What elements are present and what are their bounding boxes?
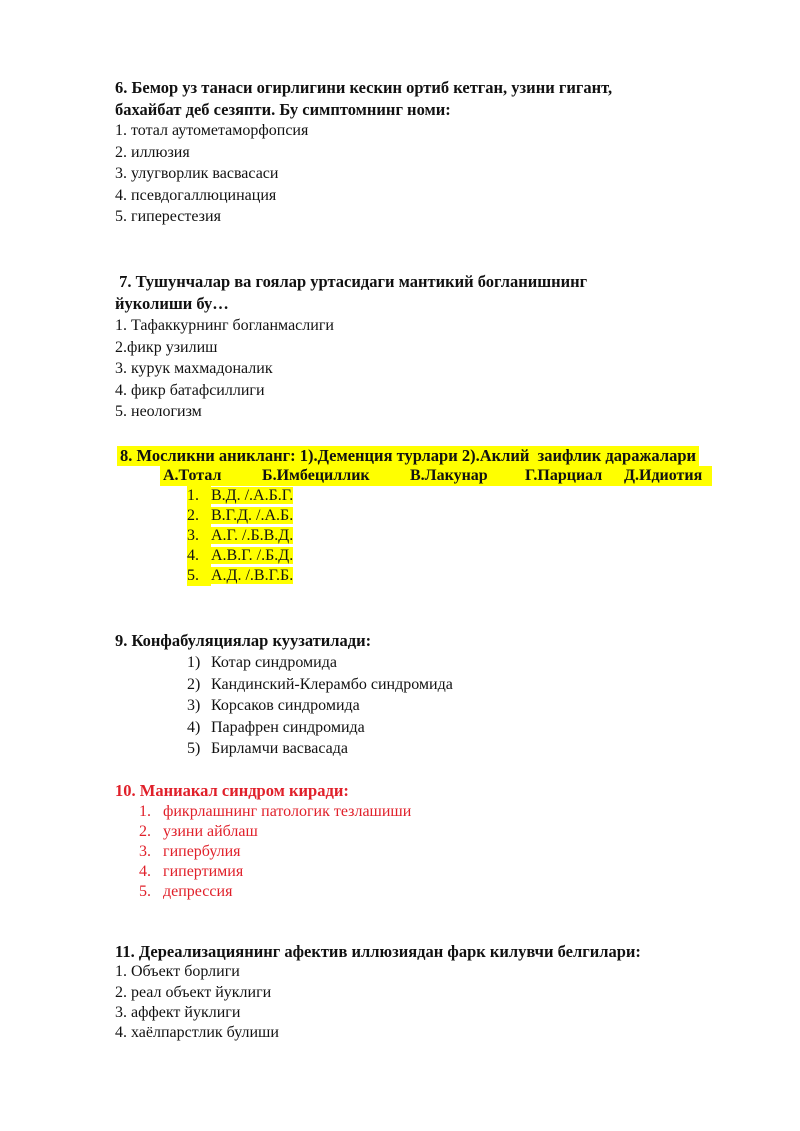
question-6-title-line-1: 6. Бемор уз танаси огирлигини кескин ортиб кетган, узини гигант, <box>115 78 613 97</box>
option-number: 5. <box>139 883 151 900</box>
question-11-option-2: 2. реал объект йуклиги <box>115 984 272 1001</box>
question-11-option-3: 3. аффект йуклиги <box>115 1004 241 1021</box>
question-6-option-1: 1. тотал аутометаморфопсия <box>115 122 309 139</box>
question-9-option-5 <box>187 739 348 759</box>
question-8-column-v: В.Лакунар <box>410 467 488 484</box>
question-8-title: 8. Мосликни аникланг: 1).Деменция турлари 2).Аклий заифлик даражалари <box>117 446 699 466</box>
question-7-option-3: 3. курук махмадоналик <box>115 360 273 377</box>
question-8-column-d: Д.Идиотия <box>624 467 703 484</box>
option-number: 4) <box>187 719 201 736</box>
question-6-option-4: 4. псевдогаллюцинация <box>115 187 277 204</box>
question-8-option-3 <box>187 526 293 546</box>
option-text: А.В.Г. /.Б.Д. <box>211 547 294 564</box>
option-text: В.Д. /.А.Б.Г. <box>211 487 294 504</box>
option-number: 4. <box>139 863 151 880</box>
question-7-option-4: 4. фикр батафсиллиги <box>115 382 265 399</box>
option-text: Кандинский-Клерамбо синдромида <box>211 676 453 693</box>
question-11-option-1: 1. Объект борлиги <box>115 963 240 980</box>
question-9-option-4 <box>187 718 365 738</box>
question-6-title-line-2: бахайбат деб сезяпти. Бу симптомнинг номи: <box>115 100 451 119</box>
option-number: 1. <box>187 486 211 506</box>
question-11-title: 11. Дереализациянинг афектив иллюзиядан фарк килувчи белгилари: <box>115 942 641 961</box>
question-6-option-3: 3. улугворлик васвасаси <box>115 165 279 182</box>
option-text: гипертимия <box>163 863 244 880</box>
option-text: Парафрен синдромида <box>211 719 365 736</box>
question-7-option-5: 5. неологизм <box>115 403 202 420</box>
question-9-option-2 <box>187 675 453 695</box>
option-text: Бирламчи васвасада <box>211 740 348 757</box>
option-text: депрессия <box>163 883 233 900</box>
option-number: 5. <box>187 566 211 586</box>
option-number: 2. <box>187 506 211 526</box>
question-7-option-1: 1. Тафаккурнинг богланмаслиги <box>115 317 334 334</box>
option-text: Корсаков синдромида <box>211 697 360 714</box>
option-text: гипербулия <box>163 843 241 860</box>
option-text: А.Г. /.Б.В.Д. <box>211 527 294 544</box>
option-number: 1. <box>139 803 151 820</box>
question-9-option-3 <box>187 696 360 716</box>
option-number: 5) <box>187 740 201 757</box>
option-number: 3. <box>187 526 211 546</box>
question-8-option-5 <box>187 566 293 586</box>
option-number: 2. <box>139 823 151 840</box>
option-text: узини айблаш <box>163 823 258 840</box>
question-10-title: 10. Маниакал синдром киради: <box>115 781 349 800</box>
question-10-option-1 <box>139 802 411 822</box>
question-8-option-2 <box>187 506 293 526</box>
question-7-title-line-1: 7. Тушунчалар ва гоялар уртасидаги мантикий богланишнинг <box>115 272 588 291</box>
question-10-option-4 <box>139 862 243 882</box>
question-10-option-5 <box>139 882 232 902</box>
question-8-option-4 <box>187 546 293 566</box>
question-9-title: 9. Конфабуляциялар куузатилади: <box>115 631 372 650</box>
question-7-title-line-2: йуколиши бу… <box>115 294 229 313</box>
option-number: 3. <box>139 843 151 860</box>
option-text: Котар синдромида <box>211 654 337 671</box>
question-10-option-2 <box>139 822 258 842</box>
option-text: В.Г.Д. /.А.Б. <box>211 507 294 524</box>
question-8-column-b: Б.Имбециллик <box>262 467 370 484</box>
question-10-option-3 <box>139 842 241 862</box>
option-text: фикрлашнинг патологик тезлашиши <box>163 803 412 820</box>
option-number: 4. <box>187 546 211 566</box>
question-8-option-1 <box>187 486 293 506</box>
question-9-option-1 <box>187 653 337 673</box>
option-text: А.Д. /.В.Г.Б. <box>211 567 294 584</box>
question-8-column-a: А.Тотал <box>163 467 222 484</box>
question-6-option-5: 5. гиперестезия <box>115 208 221 225</box>
option-number: 1) <box>187 654 201 671</box>
question-8-column-g: Г.Парциал <box>525 467 603 484</box>
option-number: 3) <box>187 697 201 714</box>
option-number: 2) <box>187 676 201 693</box>
question-6-option-2: 2. иллюзия <box>115 144 190 161</box>
question-11-option-4: 4. хаёлпарстлик булиши <box>115 1024 279 1041</box>
question-7-option-2: 2.фикр узилиш <box>115 339 218 356</box>
